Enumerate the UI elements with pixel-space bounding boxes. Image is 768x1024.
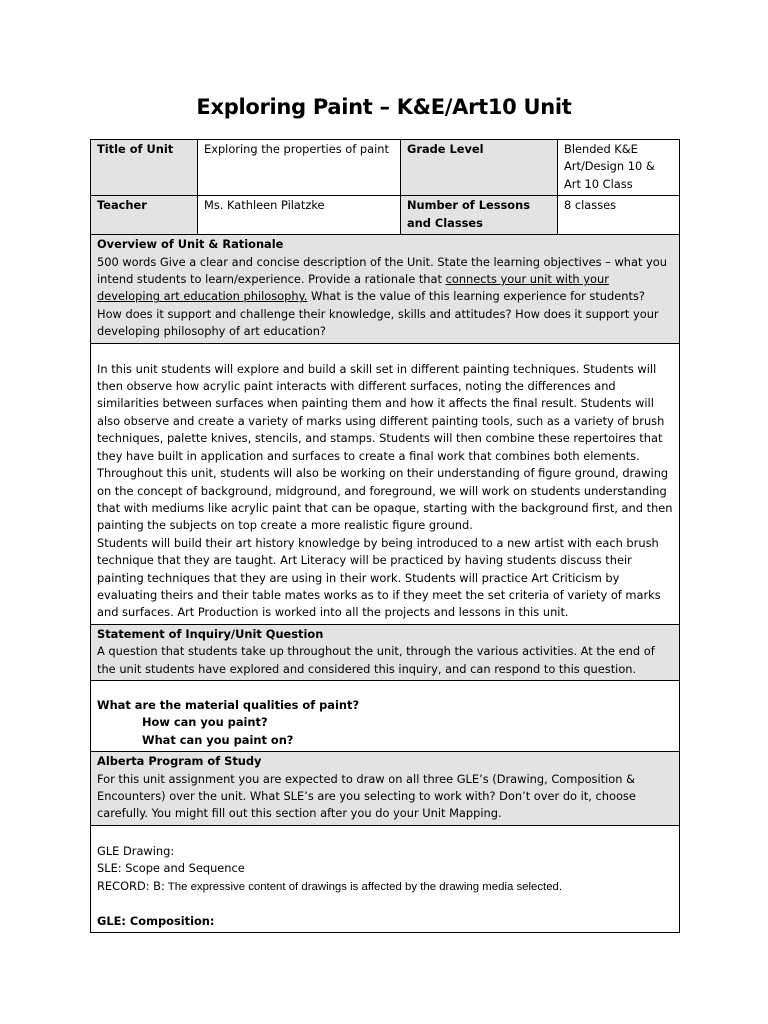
inquiry-heading: Statement of Inquiry/Unit Question <box>97 626 324 641</box>
program-heading: Alberta Program of Study <box>97 754 262 769</box>
teacher-value: Ms. Kathleen Pilatzke <box>198 196 401 235</box>
overview-paragraph-1: In this unit students will explore and build a skill set in different painting techniques. Students will then observe how acrylic paint interacts with different surfaces, noting the differences and similarities between surfaces when painting them and how it affects the final result. Students will also observe and create a variety of marks using different painting tools, such as a variety of brush techniques, palette knives, stencils, and stamps. Students will then combine these repertoires that they have built in application and surfaces to create a final work that combines both elements. Throughout this unit, students will also be working on their understanding of figure ground, drawing on the concept of background, midground, and foreground, we will work on students understanding that with mediums like acrylic paint that can be opaque, starting with the background first, and then painting the subjects on top create a more realistic figure ground. <box>97 361 673 533</box>
grade-level-value: Blended K&E Art/Design 10 & Art 10 Class <box>558 140 680 196</box>
row-overview-response <box>91 343 680 624</box>
title-of-unit-label: Title of Unit <box>91 140 198 196</box>
row-title <box>91 140 680 196</box>
program-prompt: For this unit assignment you are expected to draw on all three GLE’s (Drawing, Composition & Encounters) over the unit. What SLE’s are you selecting to work with? Don’t over do it, choose carefully. You might fill out this section after you do your Unit Mapping. <box>97 771 636 821</box>
row-teacher <box>91 196 680 235</box>
gle-composition: GLE: Composition: <box>97 914 215 929</box>
document-title: Exploring Paint – K&E/Art10 Unit <box>196 95 572 119</box>
grade-level-label: Grade Level <box>401 140 558 196</box>
sle-scope: SLE: Scope and Sequence <box>97 861 245 876</box>
row-overview-prompt <box>91 235 680 343</box>
overview-paragraph-2: Students will build their art history knowledge by being introduced to a new artist with each brush technique that they are taught. Art Literacy will be practiced by having students discuss their painting techniques that they are using in their work. Students will practice Art Criticism by evaluating theirs and their table mates works as to if they meet the set criteria of variety of marks and surfaces. Art Production is worked into all the projects and lessons in this unit. <box>97 535 661 620</box>
title-of-unit-value: Exploring the properties of paint <box>198 140 401 196</box>
philosophy-link-text: connects your unit with your developing art education philosophy. <box>97 272 609 304</box>
teacher-label: Teacher <box>91 196 198 235</box>
program-response-cell <box>91 825 680 933</box>
lessons-value: 8 classes <box>558 196 680 235</box>
overview-heading: Overview of Unit & Rationale <box>97 237 284 252</box>
gle-drawing: GLE Drawing: <box>97 843 175 858</box>
inquiry-prompt-cell <box>91 624 680 680</box>
record-line <box>97 878 673 896</box>
overview-response-cell <box>91 343 680 624</box>
inquiry-questions-cell <box>91 680 680 751</box>
unit-plan-table <box>90 139 680 933</box>
row-inquiry-response <box>91 680 680 751</box>
inquiry-prompt: A question that students take up throughout the unit, through the various activities. At the end of the unit students have explored and considered this inquiry, and can respond to this question. <box>97 644 655 676</box>
overview-prompt-cell <box>91 235 680 343</box>
program-prompt-cell <box>91 752 680 826</box>
row-inquiry-prompt <box>91 624 680 680</box>
inquiry-question-what: What can you paint on? <box>142 732 294 747</box>
row-program-response <box>91 825 680 933</box>
lessons-label: Number of Lessons and Classes <box>401 196 558 235</box>
record-label: RECORD: B: <box>97 878 165 893</box>
row-program-prompt <box>91 752 680 826</box>
record-text: The expressive content of drawings is affected by the drawing media selected. <box>164 880 563 893</box>
inquiry-question-main: What are the material qualities of paint? <box>97 697 360 712</box>
overview-prompt: 500 words Give a clear and concise description of the Unit. State the learning objectives – what you intend students to learn/experience. Provide a rationale that connects your unit with your developing art education philosophy. What is the value of this learning experience for students? How does it support and challenge their knowledge, skills and attitudes? How does it support your developing philosophy of art education? <box>97 254 667 339</box>
inquiry-question-how: How can you paint? <box>142 715 268 730</box>
